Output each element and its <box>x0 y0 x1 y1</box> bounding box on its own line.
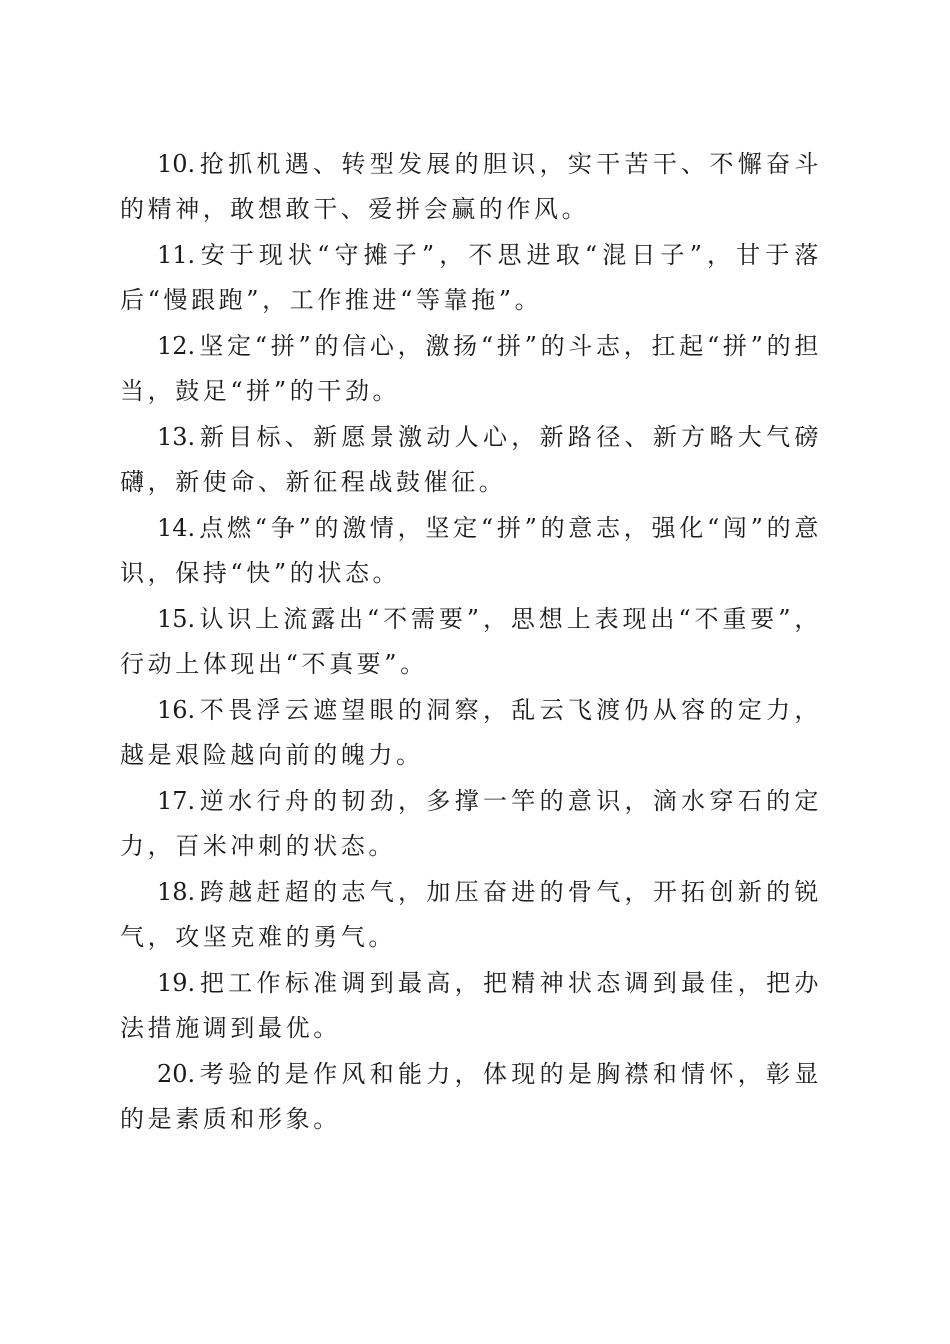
item-number: 20. <box>157 1060 196 1088</box>
item-number: 10. <box>157 150 196 178</box>
item-number: 12. <box>157 332 196 360</box>
list-item <box>120 415 822 504</box>
item-text: 坚定“拼”的信心，激扬“拼”的斗志，扛起“拼”的担当，鼓足“拼”的干劲。 <box>120 332 822 405</box>
item-text: 新目标、新愿景激动人心，新路径、新方略大气磅礴，新使命、新征程战鼓催征。 <box>120 423 822 496</box>
list-item <box>120 597 822 686</box>
item-text: 不畏浮云遮望眼的洞察，乱云飞渡仍从容的定力，越是艰险越向前的魄力。 <box>120 696 822 769</box>
item-number: 13. <box>157 423 196 451</box>
item-text: 跨越赶超的志气，加压奋进的骨气，开拓创新的锐气，攻坚克难的勇气。 <box>120 878 822 951</box>
item-number: 15. <box>157 605 196 633</box>
item-number: 17. <box>157 787 196 815</box>
document-body <box>120 142 822 1143</box>
list-item <box>120 961 822 1050</box>
list-item <box>120 506 822 595</box>
item-text: 逆水行舟的韧劲，多撑一竿的意识，滴水穿石的定力，百米冲刺的状态。 <box>120 787 822 860</box>
item-text: 安于现状“守摊子”，不思进取“混日子”，甘于落后“慢跟跑”，工作推进“等靠拖”。 <box>120 241 822 314</box>
item-text: 把工作标准调到最高，把精神状态调到最佳，把办法措施调到最优。 <box>120 969 822 1042</box>
item-number: 14. <box>157 514 196 542</box>
item-text: 点燃“争”的激情，坚定“拼”的意志，强化“闯”的意识，保持“快”的状态。 <box>120 514 822 587</box>
item-text: 考验的是作风和能力，体现的是胸襟和情怀，彰显的是素质和形象。 <box>120 1060 822 1133</box>
list-item <box>120 688 822 777</box>
list-item <box>120 233 822 322</box>
item-text: 认识上流露出“不需要”，思想上表现出“不重要”，行动上体现出“不真要”。 <box>120 605 822 678</box>
item-number: 11. <box>157 241 196 269</box>
list-item <box>120 1052 822 1141</box>
item-text: 抢抓机遇、转型发展的胆识，实干苦干、不懈奋斗的精神，敢想敢干、爱拼会赢的作风。 <box>120 150 822 223</box>
list-item <box>120 779 822 868</box>
item-number: 16. <box>157 696 196 724</box>
item-number: 19. <box>157 969 196 997</box>
item-number: 18. <box>157 878 196 906</box>
list-item <box>120 870 822 959</box>
list-item <box>120 142 822 231</box>
list-item <box>120 324 822 413</box>
